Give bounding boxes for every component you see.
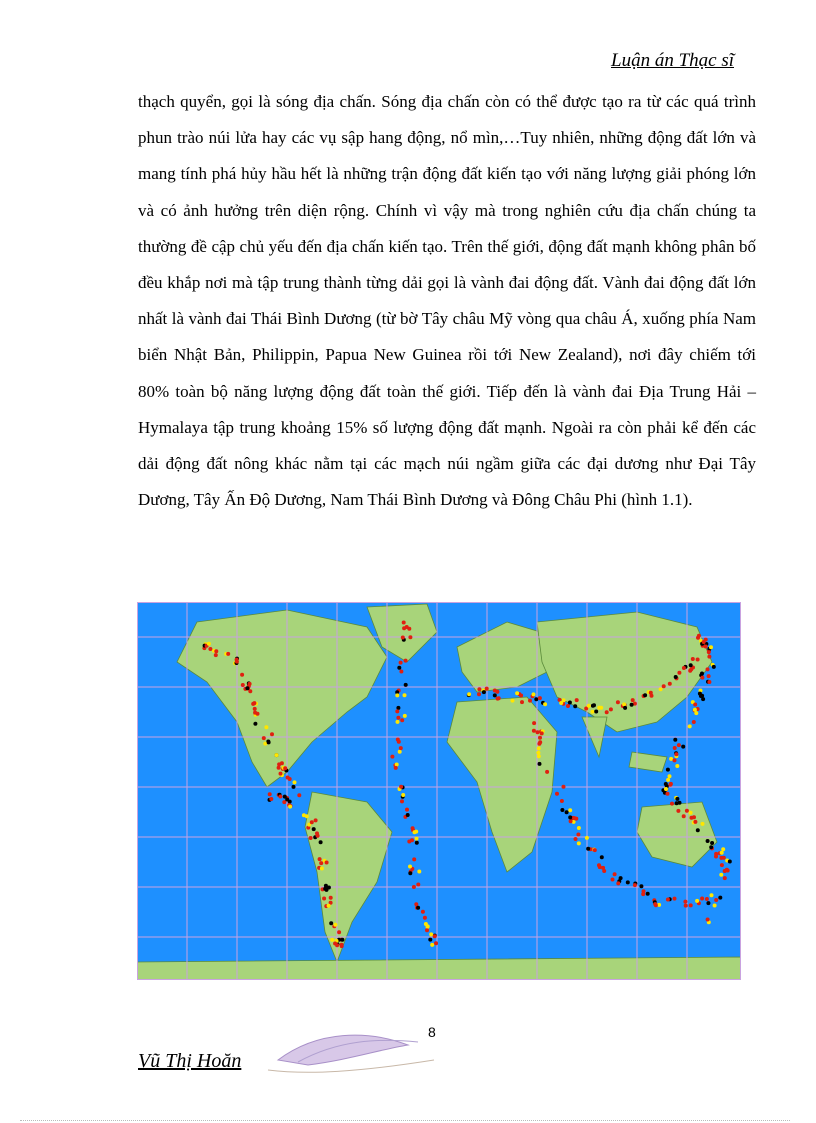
earthquake-dot: [722, 856, 726, 860]
earthquake-dot: [408, 871, 412, 875]
earthquake-dot: [714, 852, 718, 856]
earthquake-dot: [683, 900, 687, 904]
earthquake-dot: [611, 878, 615, 882]
earthquake-dot: [310, 820, 314, 824]
earthquake-dot: [264, 725, 268, 729]
earthquake-dot: [721, 847, 725, 851]
earthquake-dot: [664, 782, 668, 786]
earthquake-dot: [340, 943, 344, 947]
earthquake-dot: [689, 663, 693, 667]
earthquake-dot: [426, 924, 430, 928]
earthquake-dot: [569, 819, 573, 823]
earthquake-dot: [412, 857, 416, 861]
earthquake-dot: [666, 778, 670, 782]
earthquake-dot: [623, 706, 627, 710]
earthquake-dot: [707, 650, 711, 654]
earthquake-dot: [709, 645, 713, 649]
earthquake-dot: [400, 718, 404, 722]
earthquake-dot: [528, 699, 532, 703]
earthquake-dot: [573, 704, 577, 708]
earthquake-dot: [600, 855, 604, 859]
earthquake-dot: [639, 884, 643, 888]
earthquake-dot: [597, 863, 601, 867]
earthquake-dot: [497, 696, 501, 700]
earthquake-dot: [675, 764, 679, 768]
earthquake-dot: [399, 746, 403, 750]
earthquake-dot: [706, 918, 710, 922]
earthquake-dot: [654, 903, 658, 907]
earthquake-dot: [700, 897, 704, 901]
earthquake-dot: [423, 916, 427, 920]
earthquake-dot: [719, 873, 723, 877]
earthquake-dot: [664, 787, 668, 791]
earthquake-dot: [495, 690, 499, 694]
earthquake-dot: [429, 932, 433, 936]
earthquake-dot: [302, 813, 306, 817]
earthquake-dot: [682, 814, 686, 818]
earthquake-dot: [543, 702, 547, 706]
earthquake-dot: [697, 634, 701, 638]
earthquake-dot: [692, 720, 696, 724]
earthquake-dot: [532, 721, 536, 725]
body-text: [138, 84, 756, 518]
earthquake-dot: [684, 904, 688, 908]
earthquake-dot: [268, 792, 272, 796]
running-header: Luận án Thạc sĩ: [611, 50, 734, 71]
earthquake-dot: [403, 714, 407, 718]
earthquake-dot: [538, 740, 542, 744]
earthquake-dot: [416, 883, 420, 887]
earthquake-dot: [493, 693, 497, 697]
earthquake-dot: [676, 809, 680, 813]
earthquake-dot: [718, 896, 722, 900]
earthquake-dot: [545, 770, 549, 774]
earthquake-dot: [728, 860, 732, 864]
earthquake-dot: [562, 698, 566, 702]
earthquake-dot: [397, 740, 401, 744]
earthquake-dot: [329, 921, 333, 925]
earthquake-dot: [399, 670, 403, 674]
earthquake-dot: [587, 704, 591, 708]
earthquake-dot: [677, 743, 681, 747]
earthquake-dot: [253, 707, 257, 711]
earthquake-dot: [402, 621, 406, 625]
earthquake-dot: [319, 861, 323, 865]
earthquake-dot: [433, 934, 437, 938]
earthquake-dot: [674, 675, 678, 679]
earthquake-dot: [669, 757, 673, 761]
earthquake-dot: [403, 693, 407, 697]
earthquake-dot: [702, 640, 706, 644]
earthquake-dot: [399, 661, 403, 665]
earthquake-dot: [706, 901, 710, 905]
earthquake-dot: [520, 700, 524, 704]
earthquake-dot: [537, 746, 541, 750]
earthquake-dot: [538, 736, 542, 740]
earthquake-dot: [591, 710, 595, 714]
decorative-feather-ornament: [258, 1020, 444, 1080]
earthquake-dot: [325, 888, 329, 892]
earthquake-dot: [690, 816, 694, 820]
earthquake-dot: [622, 702, 626, 706]
earthquake-dot: [330, 938, 334, 942]
earthquake-dot: [633, 883, 637, 887]
earthquake-dot: [280, 761, 284, 765]
earthquake-dot: [674, 752, 678, 756]
earthquake-dot: [309, 836, 313, 840]
earthquake-dot: [417, 870, 421, 874]
earthquake-dot: [689, 811, 693, 815]
earthquake-dot: [619, 876, 623, 880]
earthquake-dot: [414, 902, 418, 906]
earthquake-dot: [685, 809, 689, 813]
earthquake-dot: [675, 797, 679, 801]
earthquake-dot: [586, 847, 590, 851]
earthquake-dot: [677, 671, 681, 675]
earthquake-dot: [275, 753, 279, 757]
earthquake-dot: [560, 808, 564, 812]
earthquake-dot: [707, 680, 711, 684]
earthquake-dot: [297, 793, 301, 797]
earthquake-dot: [538, 762, 542, 766]
earthquake-dot: [406, 813, 410, 817]
earthquake-dot: [675, 801, 679, 805]
earthquake-dot: [390, 755, 394, 759]
earthquake-dot: [286, 776, 290, 780]
earthquake-dot: [399, 785, 403, 789]
earthquake-dot: [407, 840, 411, 844]
earthquake-dot: [412, 885, 416, 889]
earthquake-dot: [700, 676, 704, 680]
earthquake-dot: [705, 897, 709, 901]
earthquake-dot: [396, 716, 400, 720]
earthquake-dot: [720, 851, 724, 855]
earthquake-dot: [395, 763, 399, 767]
earthquake-dot: [401, 793, 405, 797]
earthquake-dot: [335, 943, 339, 947]
earthquake-dot: [568, 701, 572, 705]
earthquake-dot: [602, 869, 606, 873]
earthquake-dot: [591, 704, 595, 708]
earthquake-dot: [536, 730, 540, 734]
earthquake-dot: [293, 780, 297, 784]
earthquake-dot: [340, 938, 344, 942]
earthquake-dot: [698, 692, 702, 696]
earthquake-dot: [241, 683, 245, 687]
earthquake-dot: [262, 736, 266, 740]
earthquake-dot: [562, 785, 566, 789]
earthquake-dot: [616, 881, 620, 885]
earthquake-dot: [416, 906, 420, 910]
earthquake-dot: [714, 898, 718, 902]
earthquake-dot: [314, 818, 318, 822]
earthquake-dot: [396, 720, 400, 724]
earthquake-dot: [701, 822, 705, 826]
earthquake-dot: [673, 746, 677, 750]
earthquake-dot: [333, 923, 337, 927]
bottom-divider: [20, 1120, 790, 1121]
earthquake-dot: [404, 659, 408, 663]
earthquake-dot: [270, 732, 274, 736]
earthquake-dot: [707, 674, 711, 678]
earthquake-dot: [208, 647, 212, 651]
earthquake-dot: [576, 833, 580, 837]
earthquake-dot: [235, 660, 239, 664]
earthquake-dot: [408, 865, 412, 869]
earthquake-dot: [662, 684, 666, 688]
earthquake-dot: [641, 892, 645, 896]
earthquake-dot: [519, 694, 523, 698]
earthquake-dot: [577, 826, 581, 830]
earthquake-dot: [395, 693, 399, 697]
earthquake-dot: [568, 808, 572, 812]
earthquake-dot: [693, 820, 697, 824]
earthquake-dot: [707, 655, 711, 659]
earthquake-dot: [666, 898, 670, 902]
earthquake-dot: [425, 928, 429, 932]
earthquake-dot: [398, 750, 402, 754]
earthquake-dot: [515, 691, 519, 695]
earthquake-dot: [477, 687, 481, 691]
earthquake-dot: [709, 845, 713, 849]
earthquake-dot: [706, 667, 710, 671]
earthquake-dot: [613, 872, 617, 876]
earthquake-dot: [319, 840, 323, 844]
earthquake-dot: [693, 708, 697, 712]
earthquake-dot: [207, 642, 211, 646]
earthquake-dot: [704, 645, 708, 649]
earthquake-dot: [723, 876, 727, 880]
earthquake-dot: [485, 687, 489, 691]
earthquake-dot: [555, 792, 559, 796]
earthquake-dot: [574, 817, 578, 821]
earthquake-dot: [400, 799, 404, 803]
earthquake-dot: [726, 869, 730, 873]
earthquake-dot: [536, 751, 540, 755]
earthquake-dot: [214, 649, 218, 653]
author-name: Vũ Thị Hoăn: [138, 1050, 242, 1072]
earthquake-dot: [329, 896, 333, 900]
earthquake-dot: [710, 893, 714, 897]
earthquake-dot: [415, 841, 419, 845]
earthquake-dot: [394, 766, 398, 770]
earthquake-dot: [477, 692, 481, 696]
earthquake-dot: [404, 683, 408, 687]
earthquake-dot: [574, 837, 578, 841]
earthquake-dot: [226, 652, 230, 656]
earthquake-dot: [434, 941, 438, 945]
earthquake-dot: [405, 808, 409, 812]
earthquake-dot: [666, 792, 670, 796]
earthquake-dot: [395, 709, 399, 713]
earthquake-dot: [710, 841, 714, 845]
earthquake-dot: [534, 697, 538, 701]
world-earthquake-map: [137, 602, 741, 980]
earthquake-dot: [643, 693, 647, 697]
earthquake-dot: [430, 943, 434, 947]
earthquake-dot: [532, 692, 536, 696]
earthquake-dot: [288, 805, 292, 809]
earthquake-dot: [693, 703, 697, 707]
earthquake-dot: [396, 706, 400, 710]
earthquake-dot: [695, 899, 699, 903]
earthquake-dot: [706, 839, 710, 843]
earthquake-dot: [283, 766, 287, 770]
earthquake-dot: [253, 722, 257, 726]
earthquake-dot: [668, 774, 672, 778]
earthquake-dot: [585, 836, 589, 840]
earthquake-dot: [701, 697, 705, 701]
earthquake-dot: [689, 903, 693, 907]
earthquake-dot: [713, 904, 717, 908]
earthquake-dot: [292, 785, 296, 789]
earthquake-dot: [325, 861, 329, 865]
earthquake-dot: [248, 682, 252, 686]
earthquake-dot: [245, 686, 249, 690]
earthquake-dot: [696, 658, 700, 662]
earthquake-dot: [408, 635, 412, 639]
earthquake-dot: [666, 768, 670, 772]
earthquake-dot: [696, 828, 700, 832]
earthquake-dot: [407, 627, 411, 631]
earthquake-dot: [626, 880, 630, 884]
earthquake-dot: [428, 938, 432, 942]
earthquake-dot: [681, 745, 685, 749]
earthquake-dot: [609, 707, 613, 711]
earthquake-dot: [565, 810, 569, 814]
earthquake-dot: [668, 682, 672, 686]
earthquake-dot: [566, 704, 570, 708]
earthquake-dot: [511, 699, 515, 703]
earthquake-dot: [649, 691, 653, 695]
earthquake-dot: [269, 797, 273, 801]
earthquake-dot: [631, 698, 635, 702]
earthquake-dot: [285, 798, 289, 802]
earthquake-dot: [575, 698, 579, 702]
earthquake-dot: [252, 701, 256, 705]
earthquake-dot: [537, 754, 541, 758]
earthquake-dot: [312, 827, 316, 831]
earthquake-dot: [688, 724, 692, 728]
earthquake-dot: [673, 738, 677, 742]
earthquake-dot: [646, 892, 650, 896]
earthquake-dot: [659, 687, 663, 691]
earthquake-dot: [673, 897, 677, 901]
earthquake-dot: [712, 665, 716, 669]
body-paragraph: thạch quyển, gọi là sóng địa chấn. Sóng địa chấn còn có thể được tạo ra từ các quá trình phun trào núi lửa hay các vụ sập hang động, nổ mìn,…Tuy nhiên, những động đất lớn và mang tính phá hủy hầu hết là những trận động đất kiến tạo với năng lượng giải phóng lớn và có ảnh hưởng trên diện rộng. Chính vì vậy mà trong nghiên cứu địa chấn chúng ta thường đề cập chủ yếu đến địa chấn kiến tạo. Trên thế giới, động đất mạnh không phân bố đều khắp nơi mà tập trung thành từng dải gọi là vành đai động đất. Vành đai động đất lớn nhất là vành đai Thái Bình Dương (từ bờ Tây châu Mỹ vòng qua châu Á, xuống phía Nam biển Nhật Bản, Philippin, Papua New Guinea rồi tới New Zealand), nơi đây chiếm tới 80% toàn bộ năng lượng động đất toàn thế giới. Tiếp đến là vành đai Địa Trung Hải – Hymalaya tập trung khoảng 15% số lượng động đất mạnh. Ngoài ra còn phải kể đến các dải động đất nông khác nằm tại các mạch núi ngầm giữa các đại dương như Đại Tây Dương, Tây Ấn Độ Dương, Nam Thái Bình Dương và Đông Châu Phi (hình 1.1).: [138, 92, 756, 510]
earthquake-dot: [691, 657, 695, 661]
earthquake-dot: [700, 672, 704, 676]
earthquake-dot: [320, 867, 324, 871]
earthquake-dot: [277, 766, 281, 770]
earthquake-dot: [568, 815, 572, 819]
earthquake-dot: [318, 857, 322, 861]
earthquake-dot: [397, 666, 401, 670]
earthquake-dot: [279, 772, 283, 776]
earthquake-dot: [467, 692, 471, 696]
earthquake-dot: [630, 703, 634, 707]
earthquake-dot: [593, 848, 597, 852]
earthquake-dot: [401, 636, 405, 640]
earthquake-dot: [720, 863, 724, 867]
earthquake-dot: [616, 700, 620, 704]
earthquake-dot: [421, 910, 425, 914]
earthquake-dot: [240, 673, 244, 677]
earthquake-dot: [482, 690, 486, 694]
earthquake-dot: [668, 783, 672, 787]
earthquake-dot: [214, 653, 218, 657]
page-number: 8: [428, 1024, 436, 1040]
earthquake-dot: [322, 897, 326, 901]
earthquake-dot: [327, 904, 331, 908]
earthquake-dot: [337, 930, 341, 934]
earthquake-dot: [256, 712, 260, 716]
earthquake-dot: [413, 830, 417, 834]
earthquake-dot: [594, 710, 598, 714]
earthquake-dot: [599, 706, 603, 710]
earthquake-dot: [540, 731, 544, 735]
earthquake-dot: [278, 795, 282, 799]
earthquake-dot: [248, 689, 252, 693]
earthquake-dot: [415, 837, 419, 841]
earthquake-dot: [267, 740, 271, 744]
earthquake-dot: [605, 710, 609, 714]
earthquake-dot: [560, 799, 564, 803]
earthquake-dot: [402, 626, 406, 630]
earthquake-dot: [532, 729, 536, 733]
earthquake-dot: [670, 802, 674, 806]
earthquake-dot: [577, 841, 581, 845]
earthquake-dot: [682, 666, 686, 670]
earthquake-dot: [538, 696, 542, 700]
earthquake-dot: [673, 758, 677, 762]
earthquake-dot: [316, 834, 320, 838]
